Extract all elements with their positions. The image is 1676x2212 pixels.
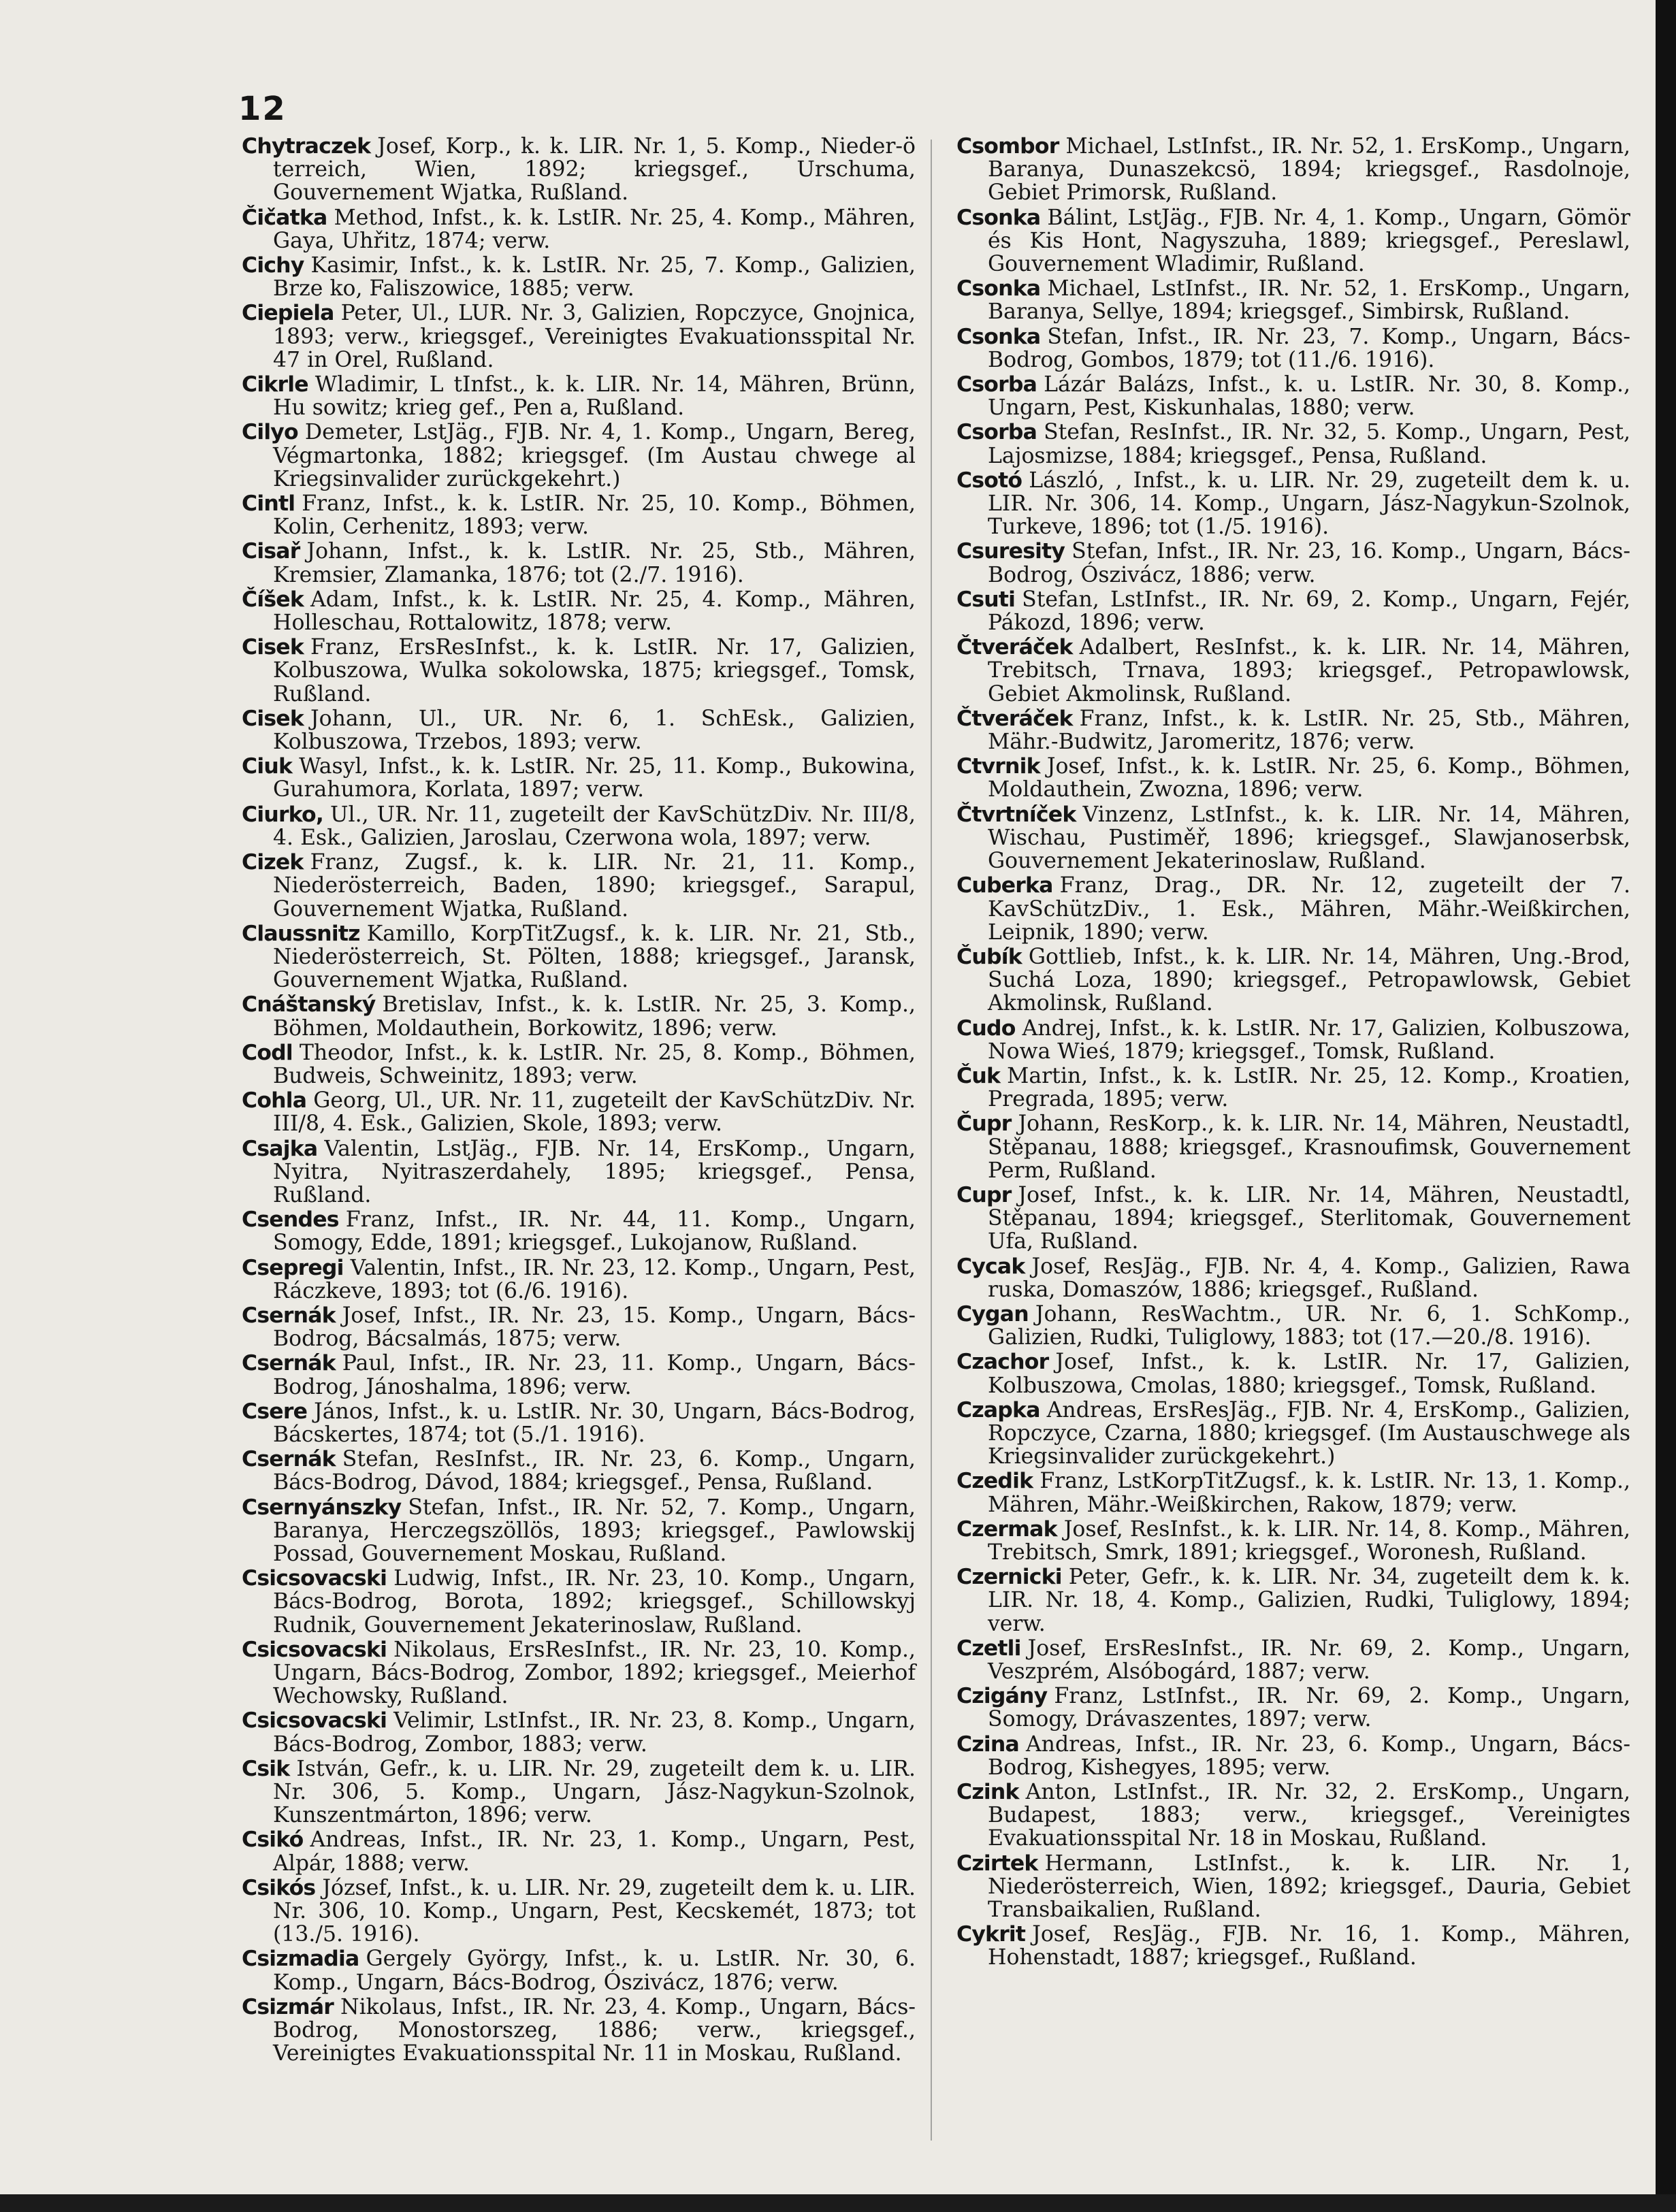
entry-surname: Chytraczek [242,134,371,159]
register-entry [242,1638,916,1708]
entry-details: Peter, Gefr., k. k. LIR. Nr. 34, zugeteilt dem k. k. LIR. Nr. 18, 4. Komp., Galizien, Rudki, Tuliglowy, 1894; verw. [988,1565,1630,1636]
register-entry [956,1923,1630,1969]
register-entry [242,1208,916,1254]
register-entry [956,636,1630,706]
entry-surname: Csorba [956,372,1037,397]
entry-surname: Czachor [956,1350,1049,1375]
entry-surname: Csotó [956,468,1022,493]
entry-details: László, , Infst., k. u. LIR. Nr. 29, zugeteilt dem k. u. LIR. Nr. 306, 14. Komp., Ungarn, Jász-Nagykun-Szolnok, Turkeve, 1896; tot (1./5. 1916). [988,468,1630,540]
entry-details: Michael, LstInfst., IR. Nr. 52, 1. ErsKomp., Ungarn, Baranya, Sellye, 1894; kriegsgef., Simbirsk, Rußland. [988,276,1630,325]
entry-surname: Czedik [956,1469,1033,1494]
entry-details: Franz, LstInfst., IR. Nr. 69, 2. Komp., Ungarn, Somogy, Drávaszentes, 1897; verw. [988,1684,1630,1732]
entry-surname: Czetli [956,1636,1021,1661]
entry-details: Nikolaus, ErsResInfst., IR. Nr. 23, 10. Komp., Ungarn, Bács-Bodrog, Zombor, 1892; kriegsgef., Meierhof Wechowsky, Rußland. [273,1637,916,1709]
register-entry [242,993,916,1039]
page-edge-right [1656,0,1676,2212]
entry-surname: Csizmár [242,1994,334,2019]
register-entry [956,803,1630,873]
entry-details: Josef, ResJäg., FJB. Nr. 4, 4. Komp., Galizien, Rawa ruska, Domaszów, 1886; kriegsgef., Rußland. [988,1254,1630,1302]
register-entry [242,1567,916,1637]
entry-surname: Cisek [242,706,304,731]
entry-details: József, Infst., k. u. LIR. Nr. 29, zugeteilt dem k. u. LIR. Nr. 306, 10. Komp., Ungarn, Pest, Kecskemét, 1873; tot (13./5. 1916). [273,1875,916,1947]
entry-details: Stefan, Infst., IR. Nr. 23, 16. Komp., Ungarn, Bács-Bodrog, Ószivácz, 1886; verw. [988,539,1630,587]
register-entry [956,1565,1630,1636]
register-entry [956,421,1630,467]
entry-surname: Csikós [242,1875,316,1900]
entry-surname: Czigány [956,1684,1048,1709]
entry-surname: Csikó [242,1827,304,1853]
entry-details: Ludwig, Infst., IR. Nr. 23, 10. Komp., Ungarn, Bács-Bodrog, Borota, 1892; kriegsgef., Schillowskyj Rudnik, Gouvernement Jekaterinoslaw, Rußland. [273,1566,916,1638]
register-entry [956,1064,1630,1111]
entry-surname: Csere [242,1399,308,1424]
entry-details: Franz, Drag., DR. Nr. 12, zugeteilt der 7. KavSchützDiv., 1. Esk., Mähren, Mähr.-Weißkirchen, Leipnik, 1890; verw. [988,873,1630,945]
entry-details: Paul, Infst., IR. Nr. 23, 11. Komp., Ungarn, Bács-Bodrog, Jánoshalma, 1896; verw. [273,1351,916,1399]
entry-details: Franz, Infst., k. k. LstIR. Nr. 25, Stb., Mähren, Mähr.-Budwitz, Jaromeritz, 1876; verw. [988,706,1630,755]
entry-surname: Csorba [956,420,1037,445]
register-entry [242,803,916,849]
entry-details: Franz, Zugsf., k. k. LIR. Nr. 21, 11. Komp., Niederösterreich, Baden, 1890; kriegsgef., Sarapul, Gouvernement Wjatka, Rußland. [273,850,916,922]
entry-surname: Csicsovacski [242,1637,387,1662]
register-entry [242,206,916,253]
register-entry [242,1448,916,1494]
register-entry [242,1876,916,1947]
register-entry [242,1709,916,1755]
entry-surname: Čupr [956,1111,1012,1137]
entry-surname: Czirtek [956,1851,1038,1876]
entry-surname: Cisek [242,635,304,660]
entry-details: Johann, Infst., k. k. LstIR. Nr. 25, Stb., Mähren, Kremsier, Zlamanka, 1876; tot (2./7. 1916). [273,539,916,587]
register-entry [956,1780,1630,1851]
entry-surname: Cupr [956,1182,1012,1207]
register-entry [956,1685,1630,1731]
register-entry [242,707,916,753]
register-entry [242,1304,916,1350]
entry-surname: Cnáštanský [242,992,376,1018]
register-entry [242,755,916,801]
register-entry [242,1256,916,1303]
entry-details: Michael, LstInfst., IR. Nr. 52, 1. ErsKomp., Ungarn, Baranya, Dunaszekcsö, 1894; kriegsgef., Rasdolnoje, Gebiet Primorsk, Rußland. [988,134,1630,206]
entry-surname: Csonka [956,324,1041,349]
register-entry [242,540,916,586]
register-entry [242,1400,916,1446]
entry-surname: Cohla [242,1088,307,1113]
register-entry [956,1399,1630,1469]
register-entry [956,707,1630,753]
register-entry [956,325,1630,372]
entry-details: Stefan, Infst., IR. Nr. 52, 7. Komp., Ungarn, Baranya, Herczegszöllös, 1893; kriegsgef., Pawlowskij Possad, Gouvernement Moskau, Rußland. [273,1495,916,1566]
entry-details: Stefan, LstInfst., IR. Nr. 69, 2. Komp., Ungarn, Fejér, Pákozd, 1896; verw. [988,587,1630,636]
entry-surname: Cintl [242,491,295,517]
entry-surname: Cikrle [242,372,308,397]
entry-details: Josef, ErsResInfst., IR. Nr. 69, 2. Komp., Ungarn, Veszprém, Alsóbogárd, 1887; verw. [988,1636,1630,1684]
entry-surname: Čtvrtníček [956,802,1076,827]
entry-surname: Czina [956,1731,1019,1757]
entry-details: Kamillo, KorpTitZugsf., k. k. LIR. Nr. 21, Stb., Niederösterreich, St. Pölten, 1888; kriegsgef., Jaransk, Gouvernement Wjatka, Rußland. [273,921,916,993]
entry-surname: Czapka [956,1397,1040,1422]
entry-surname: Csepregi [242,1255,344,1280]
register-entry [956,469,1630,539]
register-entry [956,945,1630,1015]
entry-details: Andreas, Infst., IR. Nr. 23, 1. Komp., Ungarn, Pest, Alpár, 1888; verw. [273,1827,916,1876]
register-entry [242,1947,916,1994]
register-entry [956,1852,1630,1922]
register-entry [242,1828,916,1874]
column-divider [931,140,932,2141]
entry-details: Andreas, Infst., IR. Nr. 23, 6. Komp., Ungarn, Bács-Bodrog, Kishegyes, 1895; verw. [988,1731,1630,1780]
register-entry [242,135,916,205]
register-entry [242,636,916,706]
register-entry [242,922,916,992]
entry-details: Stefan, Infst., IR. Nr. 23, 7. Komp., Ungarn, Bács-Bodrog, Gombos, 1879; tot (11./6. 1916). [988,324,1630,372]
entry-surname: Csik [242,1756,290,1781]
register-entry [242,1757,916,1827]
register-entry [242,588,916,634]
entry-surname: Csajka [242,1136,318,1161]
entry-surname: Csuresity [956,539,1065,564]
entry-surname: Ciurko, [242,802,323,827]
entry-details: Peter, Ul., LUR. Nr. 3, Galizien, Ropczyce, Gnojnica, 1893; verw., kriegsgef., Vereinigtes Evakuationsspital Nr. 47 in Orel, Rußland. [273,301,916,372]
entry-details: Gergely György, Infst., k. u. LstIR. Nr. 30, 6. Komp., Ungarn, Bács-Bodrog, Ószivácz, 1876; verw. [273,1947,916,1995]
page-edge-bottom [0,2194,1676,2212]
entry-details: Wladimir, L tInfst., k. k. LIR. Nr. 14, Mähren, Brünn, Hu sowitz; krieg gef., Pen a, Rußland. [273,372,916,421]
entry-details: Valentin, LstJäg., FJB. Nr. 14, ErsKomp., Ungarn, Nyitra, Nyitraszerdahely, 1895; kriegsgef., Pensa, Rußland. [273,1136,916,1207]
entry-surname: Czink [956,1780,1019,1805]
entry-surname: Ctvrnik [956,754,1040,779]
entry-details: Valentin, Infst., IR. Nr. 23, 12. Komp., Ungarn, Pest, Ráczkeve, 1893; tot (6./6. 1916). [273,1255,916,1303]
entry-surname: Cuberka [956,873,1053,898]
entry-details: Franz, Infst., IR. Nr. 44, 11. Komp., Ungarn, Somogy, Edde, 1891; kriegsgef., Lukojanow, Rußland. [273,1207,916,1256]
entry-details: Method, Infst., k. k. LstIR. Nr. 25, 4. Komp., Mähren, Gaya, Uhřitz, 1874; verw. [273,205,916,253]
entry-surname: Cilyo [242,420,298,445]
register-entry [242,1041,916,1088]
entry-details: Josef, Infst., k. k. LstIR. Nr. 17, Galizien, Kolbuszowa, Cmolas, 1880; kriegsgef., Tomsk, Rußland. [988,1350,1630,1398]
entry-details: István, Gefr., k. u. LIR. Nr. 29, zugeteilt dem k. u. LIR. Nr. 306, 5. Komp., Ungarn, Jász-Nagykun-Szolnok, Kunszentmárton, 1896; verw. [273,1756,916,1828]
entry-details: Josef, ResJäg., FJB. Nr. 16, 1. Komp., Mähren, Hohenstadt, 1887; kriegsgef., Rußland. [988,1922,1630,1970]
register-entry [242,1496,916,1566]
entry-details: Franz, LstKorpTitZugsf., k. k. LstIR. Nr. 13, 1. Komp., Mähren, Mähr.-Weißkirchen, Rakow, 1879; verw. [988,1469,1630,1517]
entry-surname: Csendes [242,1207,339,1233]
entry-details: Demeter, LstJäg., FJB. Nr. 4, 1. Komp., Ungarn, Bereg, Végmartonka, 1882; kriegsgef. (Im Austau chwege al Kriegsinvalider zurückgekehrt.) [273,420,916,491]
entry-details: Vinzenz, LstInfst., k. k. LIR. Nr. 14, Mähren, Wischau, Pustiměř, 1896; kriegsgef., Slawjanoserbsk, Gouvernement Jekaterinoslaw, Rußland. [988,802,1630,874]
entry-surname: Ciepiela [242,301,334,326]
right-column [956,135,1630,1971]
entry-details: Georg, Ul., UR. Nr. 11, zugeteilt der KavSchützDiv. Nr. III/8, 4. Esk., Galizien, Skole, 1893; verw. [273,1088,916,1137]
entry-surname: Čičatka [242,205,327,230]
register-entry [956,540,1630,586]
entry-surname: Číšek [242,587,304,612]
register-entry [956,588,1630,634]
entry-surname: Csizmadia [242,1947,359,1972]
entry-surname: Csicsovacski [242,1566,387,1591]
entry-surname: Csicsovacski [242,1708,387,1734]
entry-details: Adalbert, ResInfst., k. k. LIR. Nr. 14, Mähren, Trebitsch, Trnava, 1893; kriegsgef., Petropawlowsk, Gebiet Akmolinsk, Rußland. [988,635,1630,706]
entry-details: Franz, Infst., k. k. LstIR. Nr. 25, 10. Komp., Böhmen, Kolin, Cerhenitz, 1893; verw. [273,491,916,540]
register-entry [956,874,1630,944]
entry-details: Josef, Infst., k. k. LstIR. Nr. 25, 6. Komp., Böhmen, Moldauthein, Zwozna, 1896; verw. [988,754,1630,802]
entry-surname: Cykrit [956,1922,1026,1947]
entry-details: Nikolaus, Infst., IR. Nr. 23, 4. Komp., Ungarn, Bács-Bodrog, Monostorszeg, 1886; verw., kriegsgef., Vereinigtes Evakuationsspital Nr. 11 in Moskau, Rußland. [273,1994,916,2066]
register-entry [242,851,916,921]
register-entry [956,1255,1630,1301]
register-entry [956,1637,1630,1683]
entry-details: Ul., UR. Nr. 11, zugeteilt der KavSchützDiv. Nr. III/8, 4. Esk., Galizien, Jaroslau, Czerwona wola, 1897; verw. [273,802,916,850]
entry-details: Hermann, LstInfst., k. k. LIR. Nr. 1, Niederösterreich, Wien, 1892; kriegsgef., Dauria, Gebiet Transbaikalien, Rußland. [988,1851,1630,1923]
register-entry [242,1137,916,1207]
entry-surname: Čtveráček [956,706,1073,731]
entry-surname: Csernák [242,1303,336,1328]
register-entry [956,1017,1630,1063]
left-column [242,135,916,2066]
register-entry [956,1350,1630,1397]
register-entry [242,373,916,419]
entry-surname: Csuti [956,587,1016,612]
entry-surname: Claussnitz [242,921,360,946]
register-entry [242,421,916,491]
entry-details: Martin, Infst., k. k. LstIR. Nr. 25, 12. Komp., Kroatien, Pregrada, 1895; verw. [988,1063,1630,1112]
entry-details: Josef, Korp., k. k. LIR. Nr. 1, 5. Komp., Nieder-ö terreich, Wien, 1892; kriegsgef., Urschuma, Gouvernement Wjatka, Rußland. [273,134,916,206]
entry-details: János, Infst., k. u. LstIR. Nr. 30, Ungarn, Bács-Bodrog, Bácskertes, 1874; tot (5./1. 1916). [273,1399,916,1447]
entry-surname: Czermak [956,1516,1057,1542]
entry-surname: Čuk [956,1063,1001,1088]
entry-details: Franz, ErsResInfst., k. k. LstIR. Nr. 17, Galizien, Kolbuszowa, Wulka sokolowska, 1875; kriegsgef., Tomsk, Rußland. [273,635,916,706]
entry-details: Johann, ResWachtm., UR. Nr. 6, 1. SchKomp., Galizien, Rudki, Tuliglowy, 1883; tot (17.—20./8. 1916). [988,1301,1630,1350]
register-entry [242,1996,916,2066]
register-entry [956,277,1630,323]
register-entry [242,302,916,372]
entry-surname: Čubík [956,944,1022,969]
entry-details: Adam, Infst., k. k. LstIR. Nr. 25, 4. Komp., Mähren, Holleschau, Rottalowitz, 1878; verw. [273,587,916,636]
entry-details: Kasimir, Infst., k. k. LstIR. Nr. 25, 7. Komp., Galizien, Brze ko, Faliszowice, 1885; verw. [273,253,916,302]
register-entry [956,1112,1630,1182]
entry-details: Andreas, ErsResJäg., FJB. Nr. 4, ErsKomp., Galizien, Ropczyce, Czarna, 1880; kriegsgef. (Im Austauschwege als Kriegsinvalider zurückgekehrt.) [988,1397,1630,1469]
entry-details: Johann, ResKorp., k. k. LIR. Nr. 14, Mähren, Neustadtl, Stěpanau, 1888; kriegsgef., Krasnoufimsk, Gouvernement Perm, Rußland. [988,1111,1630,1183]
entry-details: Bretislav, Infst., k. k. LstIR. Nr. 25, 3. Komp., Böhmen, Moldauthein, Borkowitz, 1896; verw. [273,992,916,1041]
entry-surname: Cygan [956,1301,1029,1327]
entry-details: Andrej, Infst., k. k. LstIR. Nr. 17, Galizien, Kolbuszowa, Nowa Wieś, 1879; kriegsgef., Tomsk, Rußland. [988,1015,1630,1064]
entry-surname: Cudo [956,1015,1016,1041]
register-entry [242,1089,916,1135]
entry-details: Johann, Ul., UR. Nr. 6, 1. SchEsk., Galizien, Kolbuszowa, Trzebos, 1893; verw. [273,706,916,755]
entry-surname: Cycak [956,1254,1025,1279]
entry-details: Anton, LstInfst., IR. Nr. 32, 2. ErsKomp., Ungarn, Budapest, 1883; verw., kriegsgef., Vereinigtes Evakuationsspital Nr. 18 in Moskau, Rußland. [988,1780,1630,1851]
register-entry [956,1518,1630,1564]
register-entry [242,1352,916,1398]
entry-details: Wasyl, Infst., k. k. LstIR. Nr. 25, 11. Komp., Bukowina, Gurahumora, Korlata, 1897; verw. [273,754,916,802]
register-entry [956,755,1630,801]
entry-surname: Cisař [242,539,300,564]
entry-details: Josef, Infst., IR. Nr. 23, 15. Komp., Ungarn, Bács-Bodrog, Bácsalmás, 1875; verw. [273,1303,916,1352]
register-entry [956,1469,1630,1516]
entry-surname: Csombor [956,134,1059,159]
entry-surname: Čtveráček [956,635,1073,660]
register-entry [242,254,916,300]
entry-details: Lázár Balázs, Infst., k. u. LstIR. Nr. 30, 8. Komp., Ungarn, Pest, Kiskunhalas, 1880; verw. [988,372,1630,421]
entry-surname: Ciuk [242,754,293,779]
register-entry [956,206,1630,276]
entry-details: Gottlieb, Infst., k. k. LIR. Nr. 14, Mähren, Ung.-Brod, Suchá Loza, 1890; kriegsgef., Petropawlowsk, Gebiet Akmolinsk, Rußland. [988,944,1630,1016]
entry-details: Stefan, ResInfst., IR. Nr. 23, 6. Komp., Ungarn, Bács-Bodrog, Dávod, 1884; kriegsgef., Pensa, Rußland. [273,1447,916,1495]
entry-details: Stefan, ResInfst., IR. Nr. 32, 5. Komp., Ungarn, Pest, Lajosmizse, 1884; kriegsgef., Pensa, Rußland. [988,420,1630,468]
entry-surname: Csonka [956,276,1041,302]
entry-details: Velimir, LstInfst., IR. Nr. 23, 8. Komp., Ungarn, Bács-Bodrog, Zombor, 1883; verw. [273,1708,916,1757]
entry-surname: Csernyánszky [242,1495,402,1520]
entry-details: Bálint, LstJäg., FJB. Nr. 4, 1. Komp., Ungarn, Gömör és Kis Hont, Nagyszuha, 1889; kriegsgef., Pereslawl, Gouvernement Wladimir, Rußland. [988,205,1630,277]
entry-surname: Cizek [242,850,304,875]
entry-surname: Codl [242,1040,293,1065]
register-entry [956,1184,1630,1254]
entry-details: Theodor, Infst., k. k. LstIR. Nr. 25, 8. Komp., Böhmen, Budweis, Schweinitz, 1893; verw. [273,1040,916,1088]
entry-surname: Csonka [956,205,1041,230]
entry-surname: Csernák [242,1447,336,1472]
register-entry [956,1303,1630,1349]
entry-details: Josef, Infst., k. k. LIR. Nr. 14, Mähren, Neustadtl, Stěpanau, 1894; kriegsgef., Sterlitomak, Gouvernement Ufa, Rußland. [988,1182,1630,1254]
entry-details: Josef, ResInfst., k. k. LIR. Nr. 14, 8. Komp., Mähren, Trebitsch, Smrk, 1891; kriegsgef., Woronesh, Rußland. [988,1516,1630,1565]
entry-surname: Czernicki [956,1565,1062,1590]
register-entry [956,1733,1630,1779]
register-entry [956,135,1630,205]
entry-surname: Cichy [242,253,304,278]
entry-surname: Csernák [242,1351,336,1376]
page-number: 12 [238,90,287,128]
register-entry [242,492,916,538]
register-entry [956,373,1630,419]
